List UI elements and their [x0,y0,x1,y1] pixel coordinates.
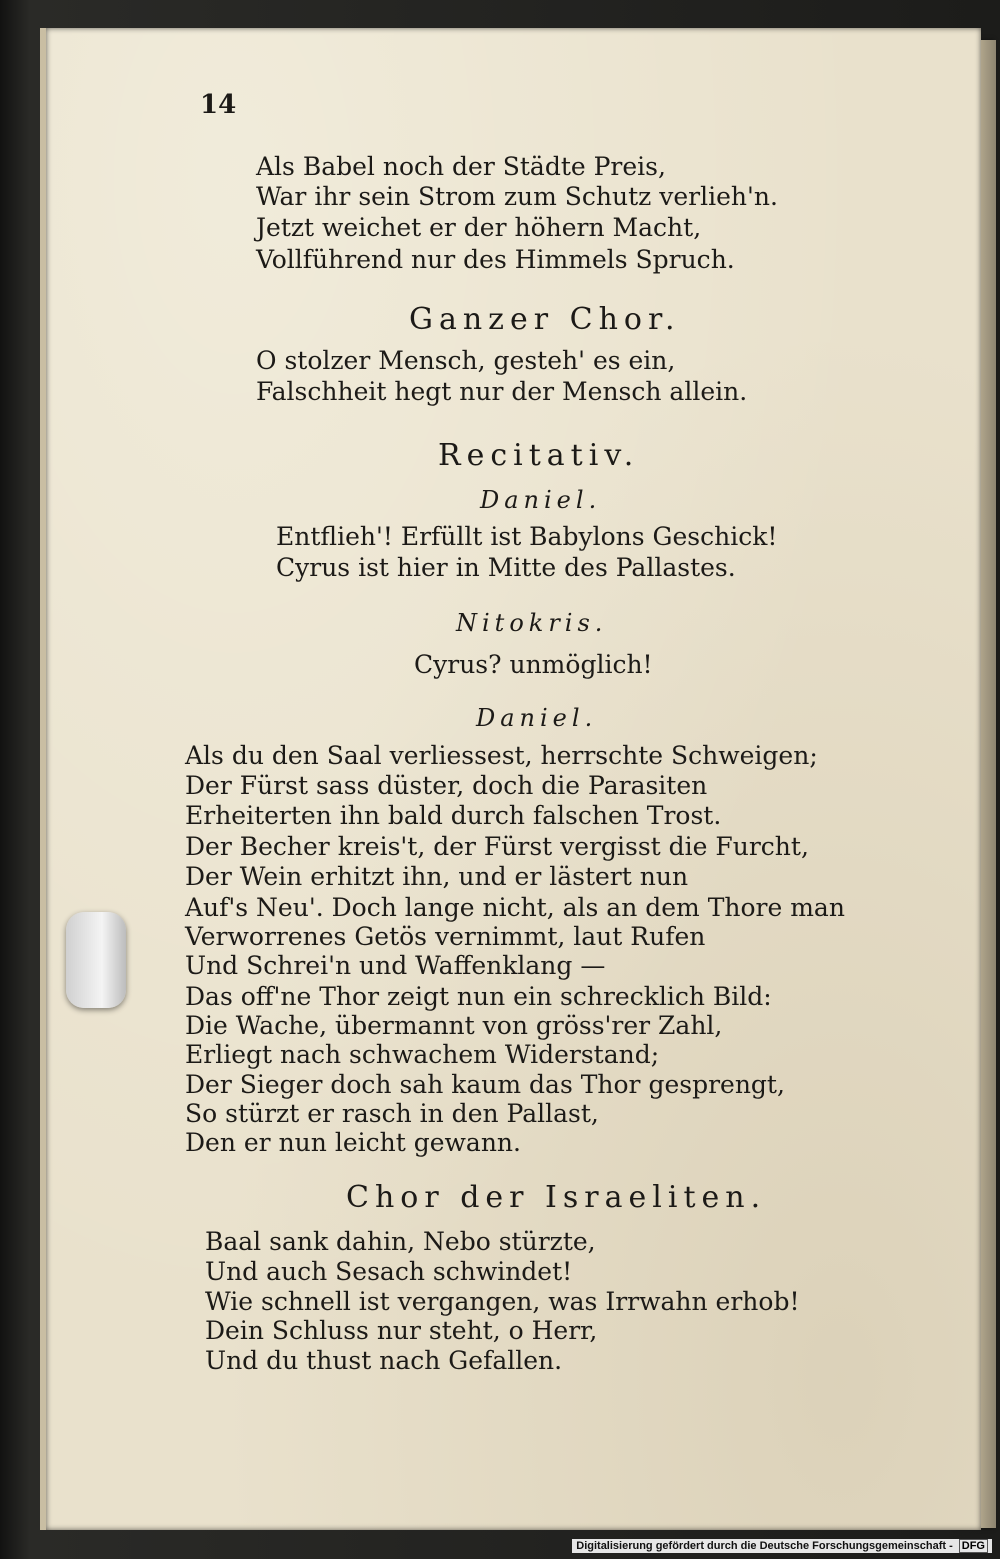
verse-line: Erheiterten ihn bald durch falschen Trost. [185,801,722,830]
speaker-name: Nitokris. [456,609,608,637]
scanner-clip [66,912,126,1008]
verse-line: Als Babel noch der Städte Preis, [256,152,666,181]
section-heading: Ganzer Chor. [409,302,681,337]
digitization-credit [572,1539,992,1553]
verse-line: Und Schrei'n und Waffenklang — [185,951,606,980]
dfg-logo: DFG [959,1539,988,1553]
verse-line: Erliegt nach schwachem Widerstand; [185,1040,660,1069]
verse-line: Der Sieger doch sah kaum das Thor gesprengt, [185,1070,785,1099]
verse-line: Cyrus ist hier in Mitte des Pallastes. [276,553,736,582]
verse-line: Wie schnell ist vergangen, was Irrwahn erhob! [205,1287,800,1316]
verse-line: Vollführend nur des Himmels Spruch. [256,245,735,274]
verse-line: Entflieh'! Erfüllt ist Babylons Geschick! [276,522,778,551]
verse-line: Die Wache, übermannt von gröss'rer Zahl, [185,1011,723,1040]
verse-line: O stolzer Mensch, gesteh' es ein, [256,346,676,375]
verse-line: Das off'ne Thor zeigt nun ein schrecklich Bild: [185,982,772,1011]
verse-line: Auf's Neu'. Doch lange nicht, als an dem Thore man [185,893,845,922]
section-heading: Recitativ. [438,438,640,473]
verse-line: Und auch Sesach schwindet! [205,1257,573,1286]
verse-line: Dein Schluss nur steht, o Herr, [205,1316,598,1345]
verse-line: Verworrenes Getös vernimmt, laut Rufen [185,922,706,951]
speaker-name: Daniel. [480,486,602,514]
verse-line: Cyrus? unmöglich! [414,650,653,679]
verse-line: Der Becher kreis't, der Fürst vergisst die Furcht, [185,832,809,861]
speaker-name: Daniel. [476,704,598,732]
credit-text: Digitalisierung gefördert durch die Deutsche Forschungsgemeinschaft - [576,1540,953,1552]
verse-line: Und du thust nach Gefallen. [205,1346,563,1375]
verse-line: Den er nun leicht gewann. [185,1128,521,1157]
verse-line: Falschheit hegt nur der Mensch allein. [256,377,748,406]
verse-line: Der Wein erhitzt ihn, und er lästert nun [185,862,689,891]
verse-line: Jetzt weichet er der höhern Macht, [256,213,702,242]
verse-line: Der Fürst sass düster, doch die Parasiten [185,771,708,800]
verse-line: War ihr sein Strom zum Schutz verlieh'n. [256,182,778,211]
verse-line: Als du den Saal verliessest, herrschte Schweigen; [185,741,818,770]
section-heading: Chor der Israeliten. [346,1180,767,1215]
verse-line: Baal sank dahin, Nebo stürzte, [205,1227,596,1256]
page-number: 14 [200,90,237,120]
verse-line: So stürzt er rasch in den Pallast, [185,1099,599,1128]
